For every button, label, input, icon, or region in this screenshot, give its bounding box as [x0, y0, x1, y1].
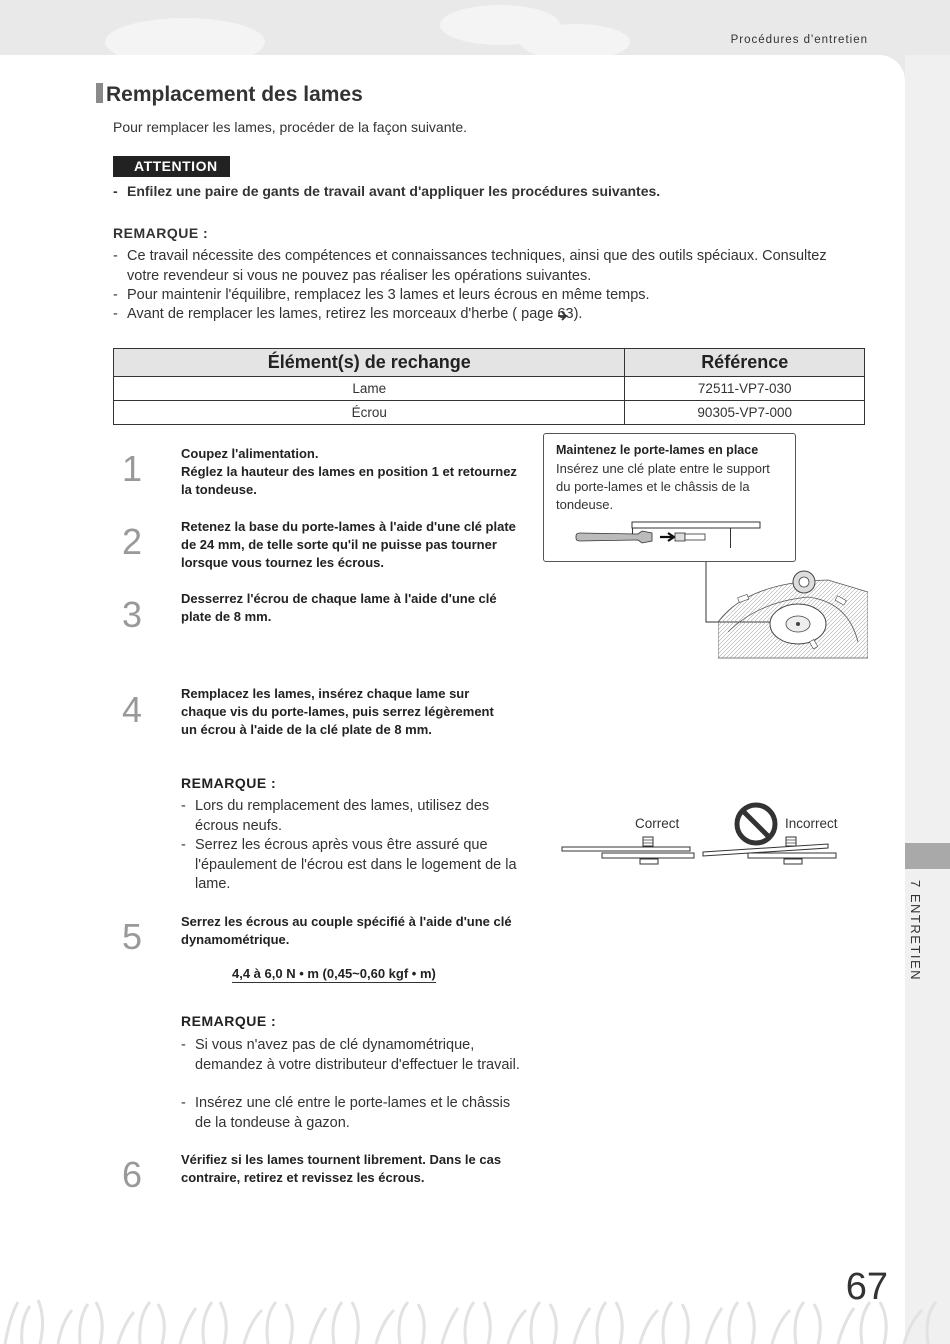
- list-item: - Si vous n'avez pas de clé dynamométrique, demandez à votre distributeur d'effectuer le travail.: [181, 1036, 521, 1075]
- prohibited-icon: [733, 801, 779, 847]
- list-item-text: Serrez les écrous après vous être assuré que l'épaulement de l'écrou est dans le logement de la lame.: [195, 837, 517, 892]
- list-item: - Avant de remplacer les lames, retirez les morceaux d'herbe ( page 63).: [113, 305, 833, 325]
- mower-underside-illustration: [718, 562, 868, 660]
- table-cell: 72511-VP7-030: [625, 377, 865, 401]
- step-text: Vérifiez si les lames tournent librement. Dans le cas contraire, retirez et revissez les écrous.: [181, 1152, 502, 1185]
- step-text: Retenez la base du porte-lames à l'aide d'une clé plate de 24 mm, de telle sorte qu'il ne puisse pas tourner lorsque vous tournez les écrous.: [181, 519, 516, 570]
- title-bar-marker: [96, 83, 103, 103]
- correct-label: Correct: [635, 816, 680, 831]
- step-number: 6: [110, 1153, 154, 1197]
- remarque-title: REMARQUE :: [181, 1013, 277, 1029]
- callout-title: Maintenez le porte-lames en place: [556, 443, 759, 457]
- list-item: - Pour maintenir l'équilibre, remplacez les 3 lames et leurs écrous en même temps.: [113, 286, 833, 306]
- side-margin: [905, 55, 950, 1344]
- attention-label: ATTENTION: [113, 156, 231, 177]
- list-item-text: Insérez une clé entre le porte-lames et le châssis de la tondeuse à gazon.: [195, 1095, 511, 1131]
- step-text: Remplacez les lames, insérez chaque lame sur chaque vis du porte-lames, puis serrez légèrement un écrou à l'aide de la clé plate de 8 mm.: [181, 686, 494, 737]
- step-number: 5: [110, 915, 154, 959]
- step-number: 2: [110, 520, 154, 564]
- incorrect-label: Incorrect: [785, 816, 838, 831]
- page-title: [96, 83, 363, 107]
- table-cell: Écrou: [114, 401, 625, 425]
- table-cell: 90305-VP7-000: [625, 401, 865, 425]
- list-item-text: Ce travail nécessite des compétences et connaissances techniques, ainsi que des outils spéciaux. Consultez votre revendeur si vous ne pouvez pas réaliser les opérations suivantes.: [127, 248, 827, 284]
- intro-text: Pour remplacer les lames, procéder de la façon suivante.: [113, 119, 468, 135]
- attention-dash: -: [113, 183, 118, 199]
- parts-table: [113, 348, 865, 425]
- step-number: 4: [110, 688, 154, 732]
- table-cell: Lame: [114, 377, 625, 401]
- blade-correct-diagram: [560, 834, 700, 870]
- step-text: Serrez les écrous au couple spécifié à l'aide d'une clé dynamométrique.: [181, 914, 512, 947]
- list-item-text: Lors du remplacement des lames, utilisez des écrous neufs.: [195, 798, 490, 834]
- torque-spec: 4,4 à 6,0 N • m (0,45~0,60 kgf • m): [232, 966, 436, 981]
- page-number: 67: [845, 1266, 888, 1308]
- attention-text: Enfilez une paire de gants de travail avant d'appliquer les procédures suivantes.: [127, 183, 661, 199]
- step-number: 1: [110, 447, 154, 491]
- list-item-text: Si vous n'avez pas de clé dynamométrique, demandez à votre distributeur d'effectuer le travail.: [195, 1037, 520, 1073]
- list-item: - Lors du remplacement des lames, utilisez des écrous neufs.: [181, 797, 526, 836]
- chapter-tab-marker: [905, 843, 950, 869]
- callout-text: Insérez une clé plate entre le support du porte-lames et le châssis de la tondeuse.: [556, 461, 770, 512]
- wrench-illustration: [572, 520, 762, 554]
- list-item: - Serrez les écrous après vous être assuré que l'épaulement de l'écrou est dans le logement de la lame.: [181, 836, 526, 895]
- remarque-title: REMARQUE :: [181, 775, 277, 791]
- table-row: [114, 401, 865, 425]
- column-header: Référence: [625, 349, 865, 377]
- table-row: [114, 377, 865, 401]
- step-text: Desserrez l'écrou de chaque lame à l'aide d'une clé plate de 8 mm.: [181, 591, 497, 624]
- list-item: - Insérez une clé entre le porte-lames et le châssis de la tondeuse à gazon.: [181, 1094, 521, 1133]
- page-reference-icon: [557, 309, 569, 321]
- table-header-row: [114, 349, 865, 377]
- grass-decoration: [0, 1296, 950, 1344]
- list-item-text: Pour maintenir l'équilibre, remplacez les 3 lames et leurs écrous en même temps.: [127, 287, 650, 303]
- step-number: 3: [110, 593, 154, 637]
- chapter-tab-label: 7 ENTRETIEN: [908, 880, 923, 982]
- column-header: Élément(s) de rechange: [114, 349, 625, 377]
- list-item-text: Avant de remplacer les lames, retirez les morceaux d'herbe ( page 63).: [127, 306, 583, 322]
- list-item: - Ce travail nécessite des compétences et connaissances techniques, ainsi que des outils spéciaux. Consultez votre revendeur si vous ne pouvez pas réaliser les opérations suivantes.: [113, 247, 833, 286]
- header-section-name: Procédures d'entretien: [730, 34, 868, 46]
- remarque-title: REMARQUE :: [113, 225, 209, 241]
- step-text: Coupez l'alimentation. Réglez la hauteur des lames en position 1 et retournez la tondeuse.: [181, 446, 517, 497]
- page-title-text: Remplacement des lames: [106, 83, 363, 106]
